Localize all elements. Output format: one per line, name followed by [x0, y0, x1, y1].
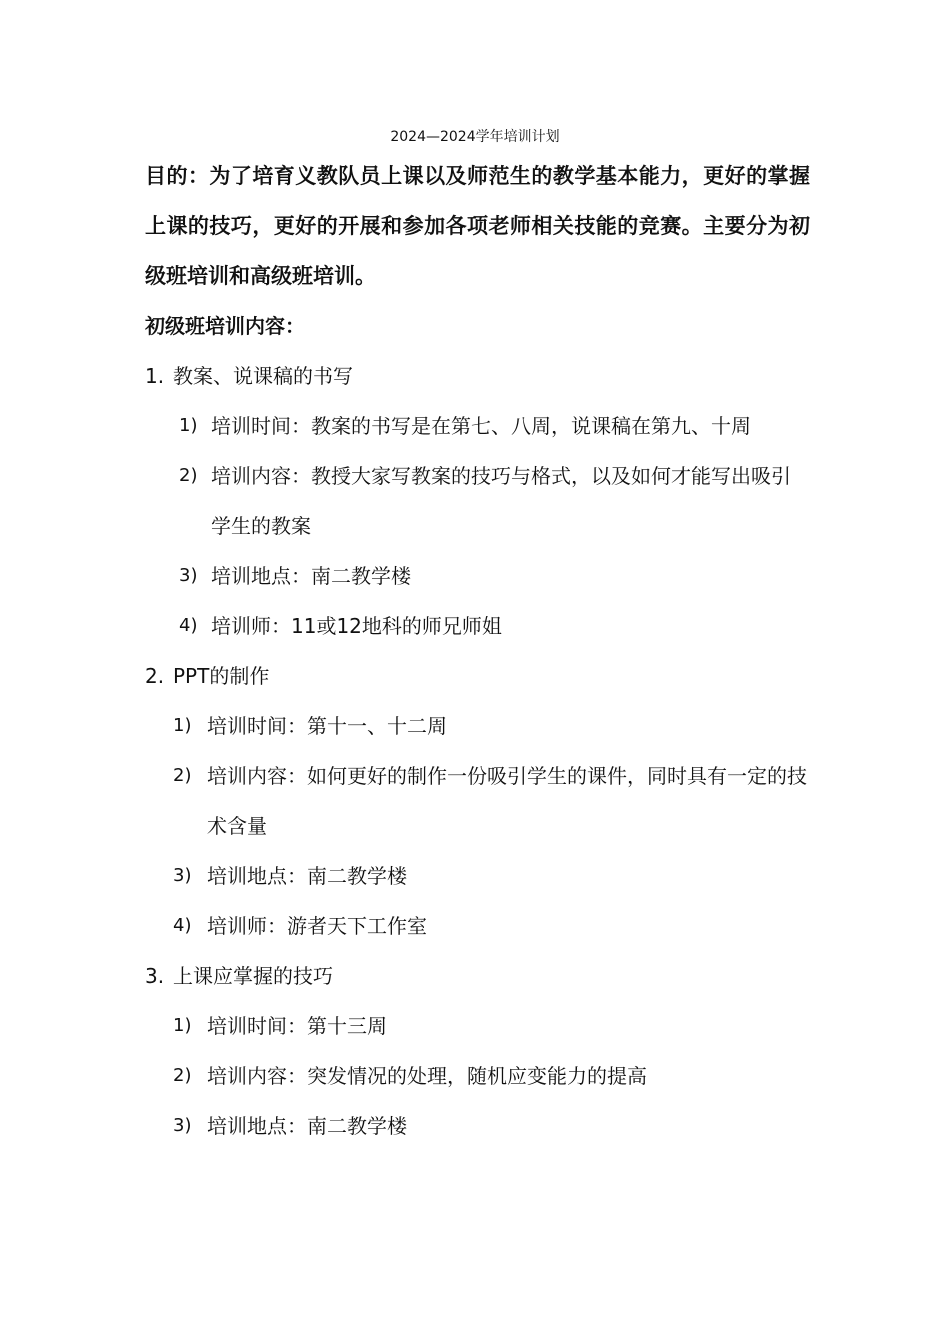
sub-item-number: 3): [173, 1115, 192, 1136]
list-item-title: PPT的制作: [173, 664, 270, 688]
sub-item-text: 培训地点：南二教学楼: [207, 864, 407, 888]
document-title: 2024—2024学年培训计划: [390, 129, 560, 145]
sub-item: [145, 551, 810, 601]
sub-item-text: 培训师：11或12地科的师兄师姐: [211, 614, 502, 638]
sub-item: [145, 1101, 810, 1151]
sub-item: [145, 901, 810, 951]
sub-item-number: 2): [173, 1065, 192, 1086]
sub-item-number: 3): [179, 565, 198, 586]
sub-item-number: 1): [173, 1015, 192, 1036]
section-heading: 初级班培训内容：: [145, 314, 305, 338]
list-item-2: [145, 651, 810, 701]
sub-item: [145, 851, 810, 901]
sub-item-text: 培训师：游者天下工作室: [207, 914, 427, 938]
sub-item-number: 4): [179, 615, 198, 636]
list-item-title: 上课应掌握的技巧: [173, 964, 333, 988]
sub-item: [145, 701, 810, 751]
sub-item: [145, 751, 810, 851]
sub-item-number: 1): [173, 715, 192, 736]
sub-item: [145, 1051, 810, 1101]
sub-item-text: 培训地点：南二教学楼: [207, 1114, 407, 1138]
sub-item-number: 2): [179, 465, 198, 486]
sub-item: [145, 451, 810, 551]
sub-item-text: 培训时间：教案的书写是在第七、八周，说课稿在第九、十周: [211, 414, 751, 438]
list-item-number: 1.: [145, 364, 165, 388]
list-item-3: [145, 951, 810, 1001]
sub-item: [145, 1001, 810, 1051]
document-body: [145, 151, 810, 1151]
sub-item-text: 培训时间：第十三周: [207, 1014, 387, 1038]
list-item-title: 教案、说课稿的书写: [173, 364, 353, 388]
purpose-paragraph: 目的：为了培育义教队员上课以及师范生的教学基本能力，更好的掌握上课的技巧，更好的开展和参加各项老师相关技能的竞赛。主要分为初级班培训和高级班培训。: [145, 164, 810, 288]
sub-item-text: 培训内容：突发情况的处理，随机应变能力的提高: [207, 1064, 647, 1088]
list-item-number: 3.: [145, 964, 165, 988]
list-item-number: 2.: [145, 664, 165, 688]
sub-item-number: 4): [173, 915, 192, 936]
sub-item-text: 培训时间：第十一、十二周: [207, 714, 447, 738]
sub-item-text: 培训内容：教授大家写教案的技巧与格式，以及如何才能写出吸引学生的教案: [211, 464, 791, 538]
sub-item-text: 培训内容：如何更好的制作一份吸引学生的课件，同时具有一定的技术含量: [207, 764, 807, 838]
list-item-1: [145, 351, 810, 401]
sub-item: [145, 401, 810, 451]
sub-item-number: 1): [179, 415, 198, 436]
sub-item-number: 2): [173, 765, 192, 786]
sub-item-number: 3): [173, 865, 192, 886]
sub-item-text: 培训地点：南二教学楼: [211, 564, 411, 588]
sub-item: [145, 601, 810, 651]
